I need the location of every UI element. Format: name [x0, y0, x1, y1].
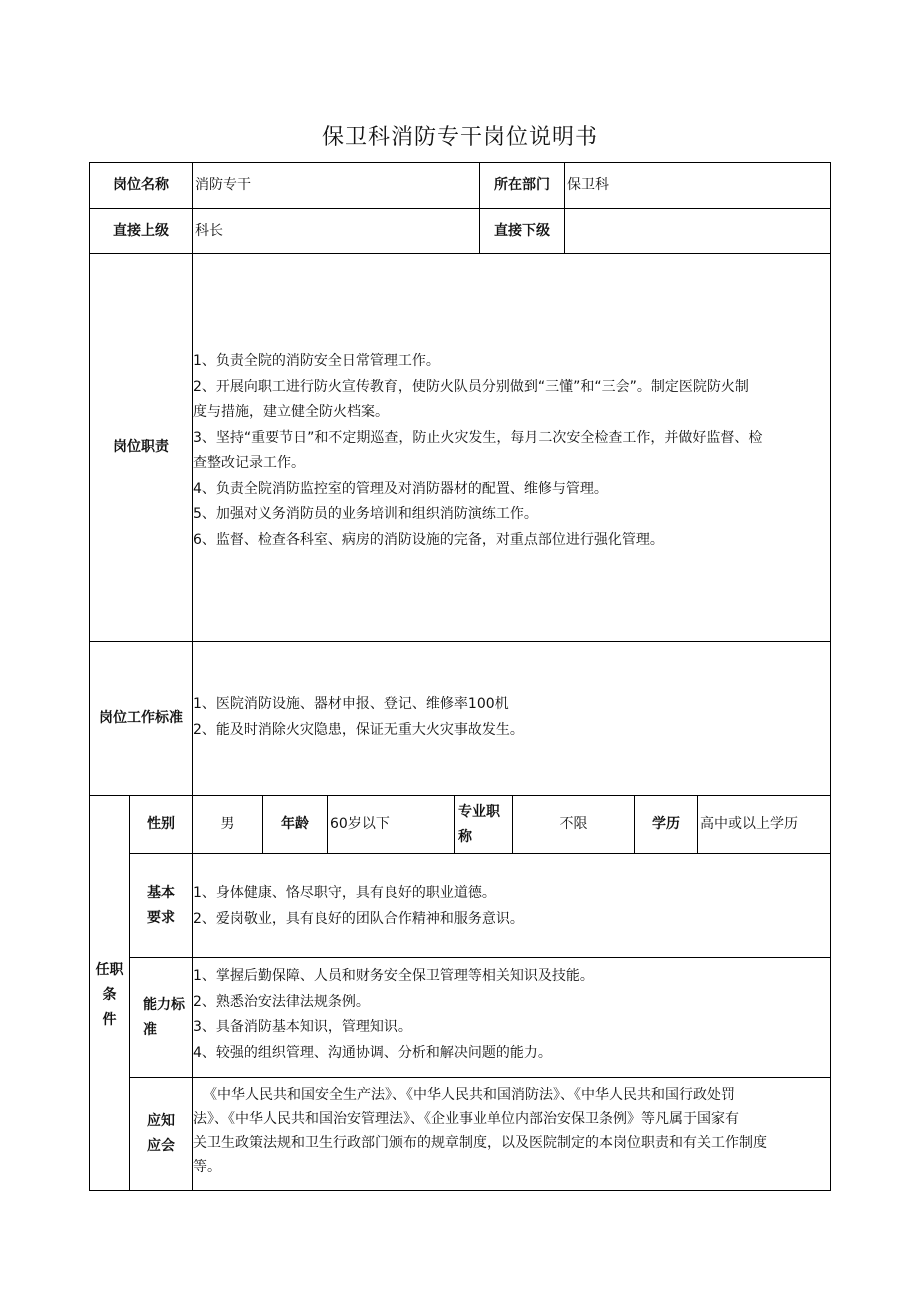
duties-label: 岗位职责 [113, 439, 169, 455]
post-name-label: 岗位名称 [113, 177, 169, 193]
age-value: 60岁以下 [330, 816, 390, 832]
knowledge-line: 法》、《中华人民共和国治安管理法》、《企业事业单位内部治安保卫条例》等凡属于国家有 [193, 1111, 739, 1127]
knowledge-label: 应知 应会 [147, 1113, 175, 1154]
age-label: 年龄 [281, 816, 309, 832]
basic-line: 2、爱岗敬业，具有良好的团队合作精神和服务意识。 [193, 910, 524, 927]
duty-line: 2、开展向职工进行防火宣传教育，使防火队员分别做到“三懂”和“三会”。制定医院防火制 [193, 378, 749, 395]
professional-title-label: 专业职 称 [458, 803, 500, 845]
superior-value: 科长 [195, 222, 223, 239]
qualifications-label: 任职 条 件 [95, 962, 124, 1028]
standard-line: 2、能及时消除火灾隐患，保证无重大火灾事故发生。 [193, 721, 524, 738]
duty-line: 查整改记录工作。 [193, 455, 305, 471]
duty-line: 4、负责全院消防监控室的管理及对消防器材的配置、维修与管理。 [193, 480, 608, 497]
standards-content [193, 692, 829, 743]
duty-line: 度与措施，建立健全防火档案。 [193, 404, 389, 420]
dept-value: 保卫科 [567, 177, 609, 193]
standards-label: 岗位工作标准 [99, 710, 183, 726]
duty-line: 6、监督、检查各科室、病房的消防设施的完备，对重点部位进行强化管理。 [193, 531, 664, 548]
post-name-value: 消防专干 [195, 177, 251, 193]
superior-label: 直接上级 [113, 222, 169, 239]
dept-label: 所在部门 [494, 177, 550, 193]
duty-line: 1、负责全院的消防安全日常管理工作。 [193, 353, 440, 369]
duty-line: 5、加强对义务消防员的业务培训和组织消防演练工作。 [193, 506, 538, 522]
duties-content [193, 349, 829, 553]
basic-requirements-content [193, 881, 829, 932]
basic-requirements-label: 基本 要求 [147, 884, 175, 926]
ability-line: 3、具备消防基本知识，管理知识。 [193, 1019, 412, 1035]
ability-standards-content [193, 964, 829, 1066]
ability-standards-label: 能力标 准 [143, 996, 185, 1038]
ability-line: 2、熟悉治安法律法规条例。 [193, 993, 370, 1010]
education-value: 高中或以上学历 [700, 816, 798, 832]
subordinate-label: 直接下级 [494, 222, 550, 239]
ability-line: 4、较强的组织管理、沟通协调、分析和解决问题的能力。 [193, 1044, 552, 1061]
professional-title-value: 不限 [559, 816, 588, 832]
education-label: 学历 [652, 816, 680, 832]
basic-line: 1、身体健康、恪尽职守，具有良好的职业道德。 [193, 885, 496, 901]
gender-label: 性别 [147, 816, 175, 832]
knowledge-line: 关卫生政策法规和卫生行政部门颁布的规章制度，以及医院制定的本岗位职责和有关工作制度 [193, 1135, 767, 1151]
subordinate-value [565, 209, 831, 253]
standard-line: 1、医院消防设施、器材申报、登记、维修率100机 [193, 696, 509, 712]
knowledge-line: 等。 [193, 1159, 221, 1175]
duty-line: 3、坚持“重要节日”和不定期巡查，防止火灾发生，每月二次安全检查工作，并做好监督、检 [193, 429, 763, 446]
gender-value: 男 [220, 816, 235, 832]
document-title: 保卫科消防专干岗位说明书 [321, 125, 598, 150]
knowledge-line: 《中华人民共和国安全生产法》、《中华人民共和国消防法》、《中华人民共和国行政处罚 [203, 1087, 735, 1103]
knowledge-content [193, 1083, 829, 1179]
ability-line: 1、掌握后勤保障、人员和财务安全保卫管理等相关知识及技能。 [193, 968, 594, 984]
